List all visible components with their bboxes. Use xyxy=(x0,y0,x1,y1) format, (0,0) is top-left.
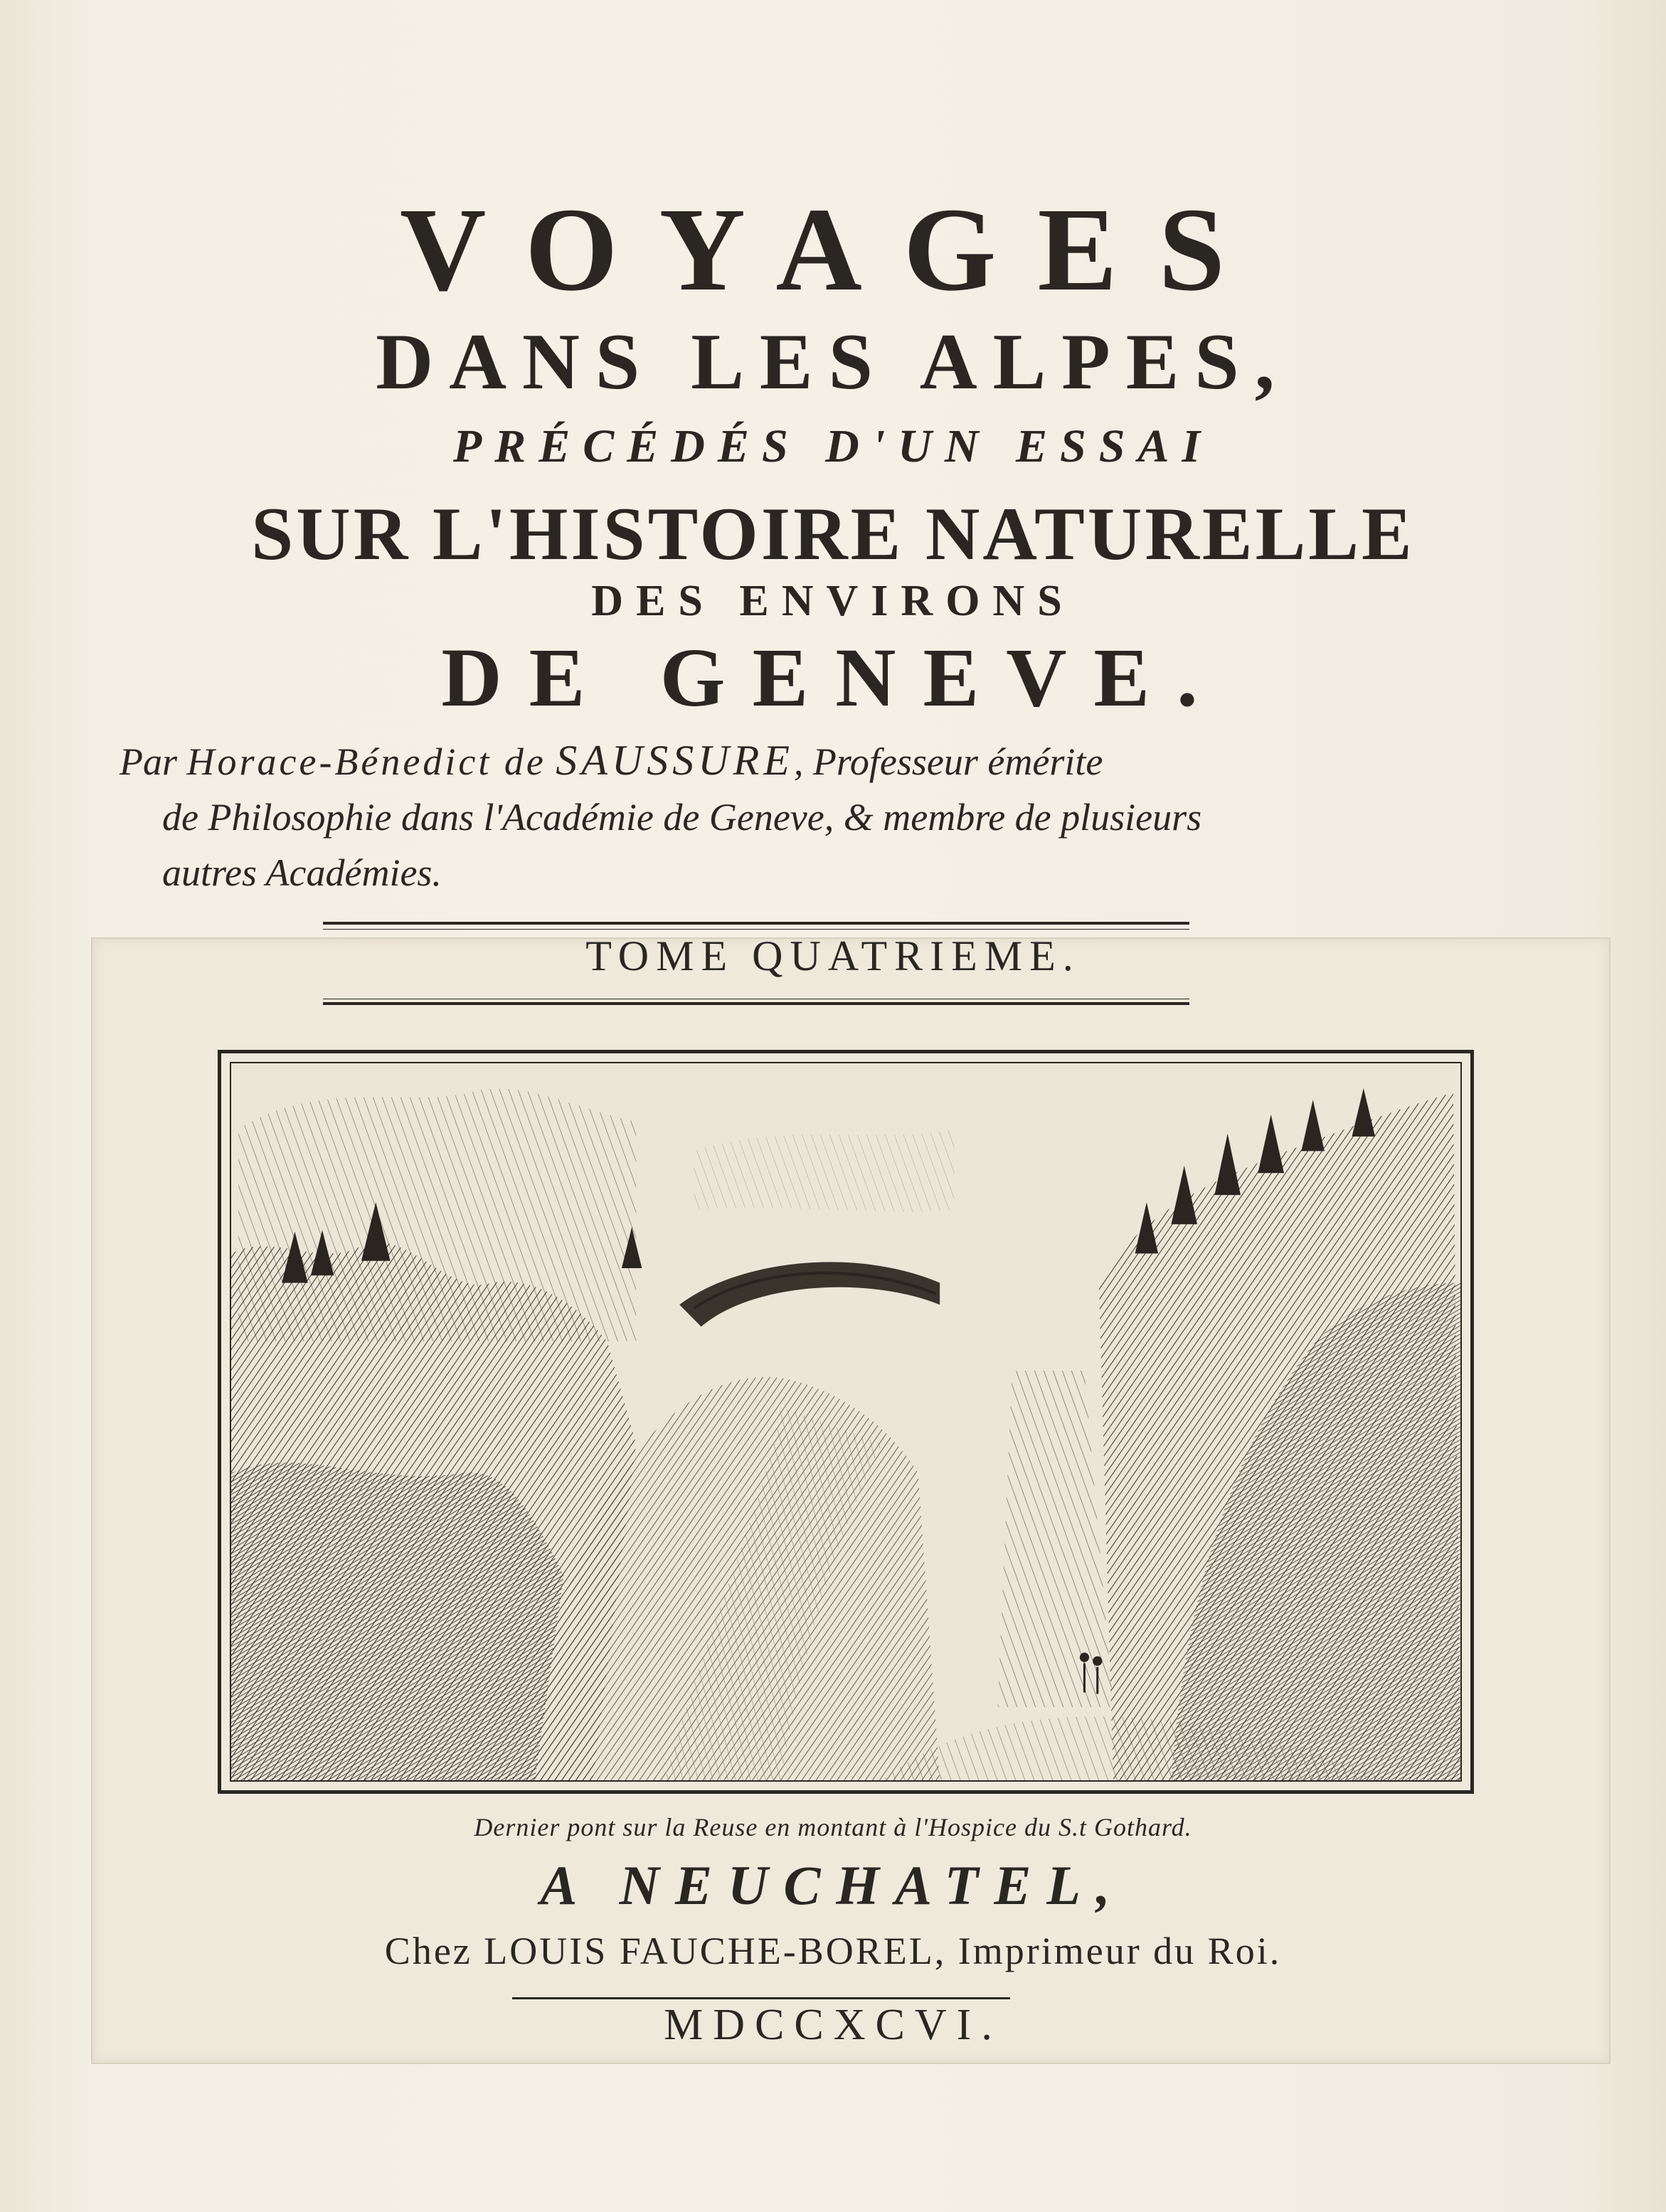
title-de-geneve: DE GENEVE. xyxy=(441,631,1225,724)
title-voyages: VOYAGES xyxy=(399,184,1267,316)
engraving-illustration xyxy=(231,1063,1460,1780)
engraving-frame xyxy=(218,1050,1474,1794)
imprint-year: MDCCXCVI. xyxy=(664,2001,1002,2049)
imprint-printer: Chez LOUIS FAUCHE-BOREL, Imprimeur du Roi. xyxy=(384,1930,1282,1972)
title-precedes: PRÉCÉDÉS D'UN ESSAI xyxy=(452,420,1214,472)
engraving xyxy=(230,1062,1462,1782)
author-surname: SAUSSURE xyxy=(556,737,794,784)
imprint-place: A NEUCHATEL, xyxy=(540,1854,1126,1916)
volume-label: TOME QUATRIEME. xyxy=(585,932,1081,979)
imprint-rule xyxy=(512,1997,1010,1999)
author-affiliation-end: autres Académies. xyxy=(162,851,442,894)
engraving-caption: Dernier pont sur la Reuse en montant à l'Hospice du S.t Gothard. xyxy=(474,1813,1192,1841)
title-histoire-naturelle: SUR L'HISTOIRE NATURELLE xyxy=(251,492,1415,575)
author-statement xyxy=(120,733,1421,900)
title-des-environs: DES ENVIRONS xyxy=(591,577,1075,625)
author-affiliation: de Philosophie dans l'Académie de Geneve, & membre de plusieurs xyxy=(162,796,1202,839)
author-title: , Professeur émérite xyxy=(793,740,1103,783)
author-name: Horace-Bénedict de xyxy=(186,740,546,783)
title-dans-les-alpes: DANS LES ALPES, xyxy=(376,318,1290,406)
divider-rule-top xyxy=(323,922,1189,925)
author-prefix: Par xyxy=(120,740,177,783)
